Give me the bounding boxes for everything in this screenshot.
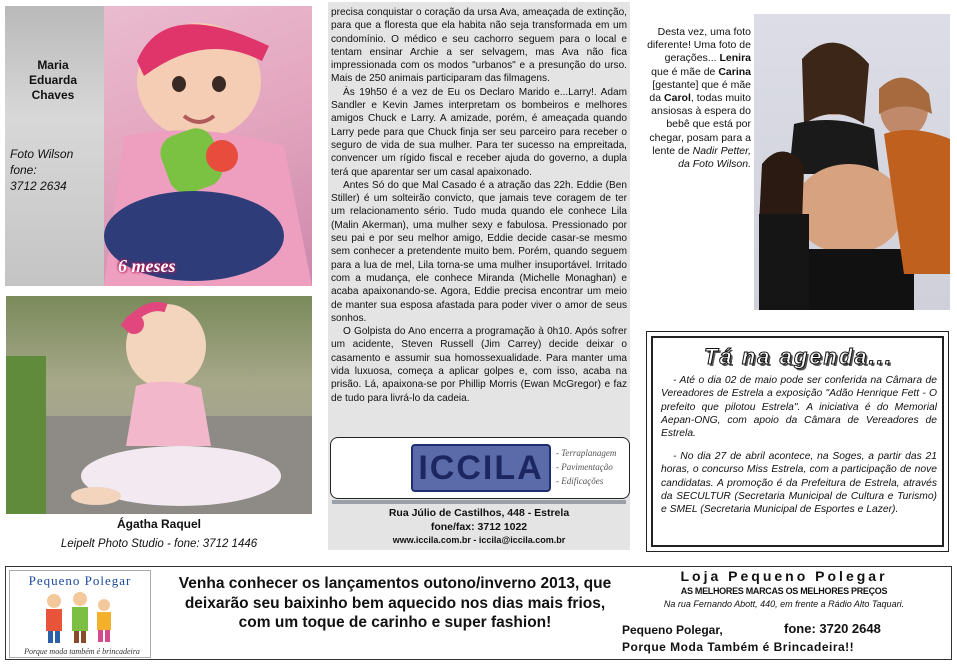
family-name-carol: Carol bbox=[664, 92, 691, 105]
pp-kids-icon bbox=[40, 591, 120, 645]
family-caption bbox=[645, 26, 751, 171]
family-photographer: Nadir Petter, da Foto Wilson. bbox=[678, 144, 751, 171]
agenda-box bbox=[646, 331, 949, 552]
pp-logo-tagline: Porque moda também é brincadeira bbox=[24, 647, 140, 656]
pp-store-title: Loja Pequeno Polegar bbox=[680, 568, 888, 584]
pp-store-address: Na rua Fernando Abott, 440, em frente a Rádio Alto Taquari. bbox=[663, 599, 905, 609]
baby1-illustration bbox=[104, 6, 312, 286]
baby1-age-badge: 6 meses bbox=[118, 256, 176, 276]
article-paragraph: Antes Só do que Mal Casado é a atração das 22h. Eddie (Ben Stiller) é um solteirão convicto, que jamais teve coragem de ter um relacionamento sério. Tudo muda quando ele conhece Lila (Malin Akerman), uma mulher sexy e fabulosa. Pressionado por seu pai e por seu melhor amigo, Eddie decide casar-se mesmo sem conhecer a pretendente muito bem. Porém, quando seguem para a lua de mel, Lila torna-se uma mulher insuportável. Irritado com a mudança, ele conhece Miranda (Michelle Monaghan) e acaba apaixonando-se. Agora, Eddie precisa encontrar um meio de manter sua esposa afastada para poder viver o amor de seus sonhos. bbox=[331, 179, 627, 324]
family-illustration bbox=[754, 14, 950, 310]
iccila-web[interactable]: www.iccila.com.br - iccila@iccila.com.br bbox=[392, 535, 566, 545]
pp-logo-area bbox=[9, 570, 151, 658]
family-caption-pre: Desta vez, uma foto diferente! Uma foto de gerações... bbox=[647, 26, 751, 65]
pp-store-name: Pequeno Polegar, bbox=[622, 623, 723, 637]
baby2-illustration bbox=[6, 296, 312, 514]
iccila-service: - Pavimentação bbox=[556, 462, 613, 472]
pequeno-polegar-ad[interactable] bbox=[5, 566, 952, 660]
agenda-title: Tá na agenda... bbox=[704, 344, 893, 369]
iccila-ad[interactable] bbox=[330, 437, 630, 499]
iccila-divider bbox=[332, 500, 626, 504]
iccila-address: Rua Júlio de Castilhos, 448 - Estrela bbox=[388, 507, 570, 519]
agenda-item-1: - Até o dia 02 de maio pode ser conferida na Câmara de Vereadores de Estrela a exposição "Adão Henrique Fett - O prefeito que pilotou Estrela". A iniciativa é do Memorial Aepan-ONG, com apoio da Câmara de Vereadores de Estrela. bbox=[661, 375, 937, 440]
family-name-lenira: Lenira bbox=[719, 52, 751, 65]
pp-logo-text: Pequeno Polegar bbox=[28, 573, 132, 588]
family-photo bbox=[754, 14, 950, 310]
iccila-service: - Edificações bbox=[556, 476, 604, 486]
iccila-service: - Terraplanagem bbox=[556, 448, 617, 458]
article-paragraph: Às 19h50 é a vez de Eu os Declaro Marido e...Larry!. Adam Sandler e Kevin James interpretam os bombeiros e melhores amigos Chuck e Larry. A amizade, porém, é ameaçada quando Larry pede para que Chuck finja ser seu parceiro para receber o seguro de vida de sua mulher. Para ter sucesso na empreitada, convencer um rígido fiscal e receber ajuda do governo, a dupla terá que aparentar ser um casal apaixonado. bbox=[331, 86, 627, 178]
article-paragraph: precisa conquistar o coração da ursa Ava, ameaçada de extinção, para que a floresta que ela habita não seja transformada em um condomínio. O médico e seu cachorro seguem para o local e tentam ensinar Archie a ser selvagem, mas Ava não fica impressionada com os modos "urbanos" e a presunção do urso. Mais de 250 animais participaram das filmagens. bbox=[331, 7, 627, 85]
pp-store-phone[interactable]: fone: 3720 2648 bbox=[784, 621, 881, 636]
family-caption-post: , todas muito ansiosas à espera do bebê que está por chegar, posam para a lente de bbox=[649, 92, 751, 157]
agenda-item-2: - No dia 27 de abril acontece, na Soges, a partir das 21 horas, o concurso Miss Estrela, com a participação de nove candidatas. A promoção é da Prefeitura de Estrela, através da SECULTUR (Secretaria Municipal de Cultura e Turismo) e SMEL (Secretaria Municipal de Esportes e Lazer). bbox=[661, 451, 937, 516]
baby1-name: Maria Eduarda Chaves bbox=[28, 58, 77, 102]
pp-store-slogan: Porque Moda Também é Brincadeira!! bbox=[622, 640, 855, 654]
baby1-photo bbox=[104, 6, 312, 286]
baby2-photo bbox=[6, 296, 312, 514]
baby2-name: Ágatha Raquel bbox=[116, 517, 201, 531]
family-caption-mid2: [gestante] que é mãe da bbox=[649, 78, 751, 105]
family-caption-mid1: que é mãe de bbox=[651, 65, 716, 78]
pp-store-sub: AS MELHORES MARCAS OS MELHORES PREÇOS bbox=[680, 586, 888, 596]
iccila-phone: fone/fax: 3712 1022 bbox=[430, 521, 528, 533]
pp-headline: Venha conhecer os lançamentos outono/inverno 2013, que deixarão seu baixinho bem aquecido nos dias mais frios, com um toque de carinho e super fashion! bbox=[178, 575, 612, 631]
baby2-credit: Leipelt Photo Studio - fone: 3712 1446 bbox=[60, 538, 258, 550]
family-name-carina: Carina bbox=[718, 65, 751, 78]
iccila-logo: ICCILA bbox=[411, 444, 551, 492]
baby1-credit: Foto Wilson fone: 3712 2634 bbox=[10, 147, 74, 193]
article-paragraph: O Golpista do Ano encerra a programação à 0h10. Após sofrer um acidente, Steven Russell (Jim Carrey) decide deixar o casamento e assumir sua homossexualidade. Para manter uma vida luxuosa, começa a aplicar golpes e, com isso, acaba na prisão. Lá, apaixona-se por Phillip Morris (Ewan McGregor) e faz de tudo para livrá-lo da cadeia. bbox=[331, 326, 627, 404]
